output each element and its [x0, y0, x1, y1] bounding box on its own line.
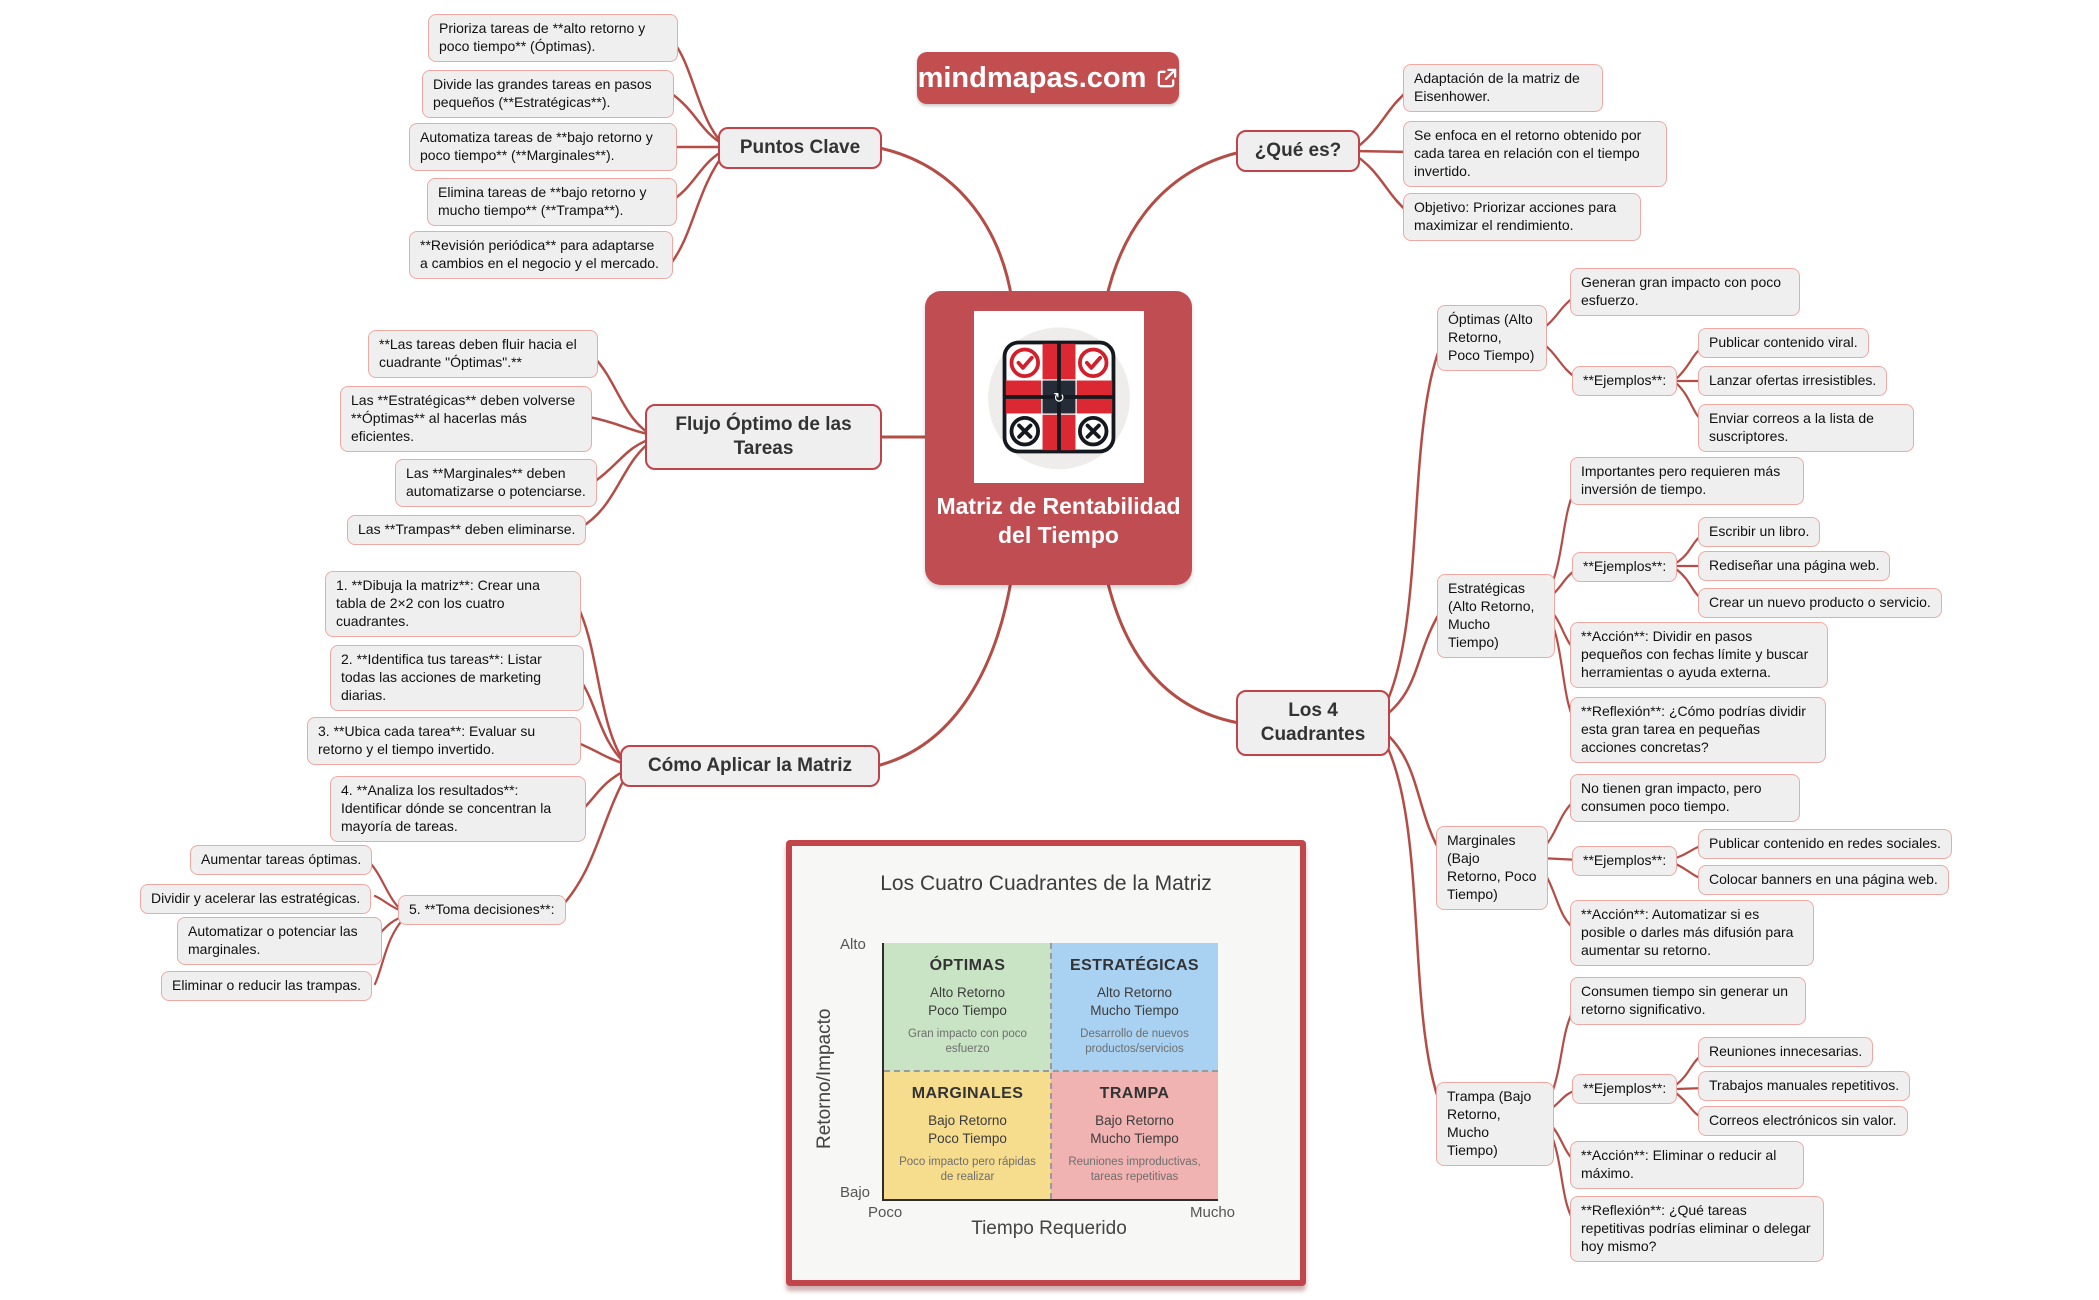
node-automatizar-potenciar[interactable]: Automatizar o potenciar las marginales. — [177, 917, 382, 965]
node-revision-periodica[interactable]: **Revisión periódica** para adaptarse a cambios en el negocio y el mercado. — [409, 231, 673, 279]
node-ej-ofertas[interactable]: Lanzar ofertas irresistibles. — [1698, 366, 1887, 396]
chart-quadrant-optimas: ÓPTIMAS Alto Retorno Poco Tiempo Gran impacto con poco esfuerzo — [884, 943, 1051, 1071]
node-flujo-optimo[interactable]: Flujo Óptimo de las Tareas — [645, 404, 882, 470]
node-ej-trabajos-manuales[interactable]: Trabajos manuales repetitivos. — [1698, 1071, 1910, 1101]
node-trampa-ejemplos[interactable]: **Ejemplos**: — [1572, 1074, 1677, 1104]
quadrant-chart — [786, 840, 1306, 1286]
node-objetivo-priorizar[interactable]: Objetivo: Priorizar acciones para maximizar el rendimiento. — [1403, 193, 1641, 241]
node-ej-correos-suscriptores[interactable]: Enviar correos a la lista de suscriptores. — [1698, 404, 1914, 452]
central-topic-node[interactable] — [925, 291, 1192, 585]
node-estrategicas-desc[interactable]: Importantes pero requieren más inversión de tiempo. — [1570, 457, 1804, 505]
node-estrategicas-ejemplos[interactable]: **Ejemplos**: — [1572, 552, 1677, 582]
node-estrategicas[interactable]: Estratégicas (Alto Retorno, Mucho Tiempo) — [1437, 574, 1555, 658]
node-como-aplicar[interactable]: Cómo Aplicar la Matriz — [620, 745, 880, 787]
node-elimina-tareas[interactable]: Elimina tareas de **bajo retorno y mucho tiempo** (**Trampa**). — [427, 178, 677, 226]
node-marginales-accion[interactable]: **Acción**: Automatizar si es posible o darles más difusión para aumentar su retorno. — [1570, 900, 1814, 966]
node-optimas-desc[interactable]: Generan gran impacto con poco esfuerzo. — [1570, 268, 1800, 316]
node-ej-contenido-viral[interactable]: Publicar contenido viral. — [1698, 328, 1869, 358]
chart-x-axis-label: Tiempo Requerido — [971, 1218, 1127, 1239]
node-ej-redisenar-web[interactable]: Rediseñar una página web. — [1698, 551, 1890, 581]
node-ej-nuevo-producto[interactable]: Crear un nuevo producto o servicio. — [1698, 588, 1942, 618]
node-marginales-automatizarse[interactable]: Las **Marginales** deben automatizarse o potenciarse. — [395, 459, 597, 507]
node-divide-tareas[interactable]: Divide las grandes tareas en pasos pequeños (**Estratégicas**). — [422, 70, 674, 118]
node-aumentar-optimas[interactable]: Aumentar tareas óptimas. — [190, 845, 372, 875]
node-dividir-acelerar[interactable]: Dividir y acelerar las estratégicas. — [140, 884, 371, 914]
central-image — [974, 311, 1144, 483]
chart-quadrant-trampa: TRAMPA Bajo Retorno Mucho Tiempo Reuniones improductivas, tareas repetitivas — [1051, 1071, 1218, 1199]
node-marginales-desc[interactable]: No tienen gran impacto, pero consumen poco tiempo. — [1570, 774, 1800, 822]
mindmapas-logo-link[interactable] — [917, 52, 1179, 104]
node-estrategicas-volverse[interactable]: Las **Estratégicas** deben volverse **Óptimas** al hacerlas más eficientes. — [340, 386, 592, 452]
node-adaptacion-eisenhower[interactable]: Adaptación de la matriz de Eisenhower. — [1403, 64, 1603, 112]
node-analiza-resultados[interactable]: 4. **Analiza los resultados**: Identificar dónde se concentran la mayoría de tareas. — [330, 776, 586, 842]
node-trampa[interactable]: Trampa (Bajo Retorno, Mucho Tiempo) — [1436, 1082, 1554, 1166]
node-puntos-clave[interactable]: Puntos Clave — [718, 127, 882, 169]
matrix-icon — [983, 321, 1135, 473]
node-estrategicas-accion[interactable]: **Acción**: Dividir en pasos pequeños con fechas límite y buscar herramientas o ayuda externa. — [1570, 622, 1828, 688]
node-identifica-tareas[interactable]: 2. **Identifica tus tareas**: Listar todas las acciones de marketing diarias. — [330, 645, 584, 711]
node-marginales[interactable]: Marginales (Bajo Retorno, Poco Tiempo) — [1436, 826, 1548, 910]
node-ej-banners[interactable]: Colocar banners en una página web. — [1698, 865, 1949, 895]
node-ej-redes-sociales[interactable]: Publicar contenido en redes sociales. — [1698, 829, 1952, 859]
node-trampa-desc[interactable]: Consumen tiempo sin generar un retorno significativo. — [1570, 977, 1806, 1025]
node-se-enfoca-retorno[interactable]: Se enfoca en el retorno obtenido por cada tarea en relación con el tiempo invertido. — [1403, 121, 1667, 187]
chart-ytick-alto: Alto — [840, 936, 866, 953]
node-toma-decisiones[interactable]: 5. **Toma decisiones**: — [398, 895, 566, 925]
node-prioriza-tareas[interactable]: Prioriza tareas de **alto retorno y poco tiempo** (Óptimas). — [428, 14, 678, 62]
chart-horizontal-divider — [884, 1070, 1218, 1072]
chart-quadrant-estrategicas: ESTRATÉGICAS Alto Retorno Mucho Tiempo Desarrollo de nuevos productos/servicios — [1051, 943, 1218, 1071]
chart-xtick-mucho: Mucho — [1190, 1204, 1236, 1221]
node-trampa-accion[interactable]: **Acción**: Eliminar o reducir al máximo. — [1570, 1141, 1804, 1189]
central-topic-title: Matriz de Rentabilidad del Tiempo — [936, 493, 1181, 548]
node-trampas-eliminarse[interactable]: Las **Trampas** deben eliminarse. — [347, 515, 586, 545]
node-eliminar-reducir[interactable]: Eliminar o reducir las trampas. — [161, 971, 372, 1001]
node-automatiza-tareas[interactable]: Automatiza tareas de **bajo retorno y poco tiempo** (**Marginales**). — [409, 123, 677, 171]
node-dibuja-matriz[interactable]: 1. **Dibuja la matriz**: Crear una tabla de 2×2 con los cuatro cuadrantes. — [325, 571, 581, 637]
chart-plot-area — [882, 943, 1218, 1201]
chart-y-axis-label: Retorno/Impacto — [814, 1008, 835, 1150]
chart-quadrant-marginales: MARGINALES Bajo Retorno Poco Tiempo Poco impacto pero rápidas de realizar — [884, 1071, 1051, 1199]
chart-xtick-poco: Poco — [868, 1204, 903, 1221]
node-tareas-fluir[interactable]: **Las tareas deben fluir hacia el cuadrante "Óptimas".** — [368, 330, 598, 378]
node-los-4-cuadrantes[interactable]: Los 4 Cuadrantes — [1236, 690, 1390, 756]
node-ubica-tarea[interactable]: 3. **Ubica cada tarea**: Evaluar su retorno y el tiempo invertido. — [307, 717, 581, 765]
logo-text: mindmapas.com — [917, 61, 1147, 94]
node-marginales-ejemplos[interactable]: **Ejemplos**: — [1572, 846, 1677, 876]
external-link-icon — [1155, 67, 1178, 90]
chart-title: Los Cuatro Cuadrantes de la Matriz — [880, 872, 1212, 895]
svg-text:↻: ↻ — [1052, 389, 1065, 406]
node-optimas[interactable]: Óptimas (Alto Retorno, Poco Tiempo) — [1437, 305, 1547, 371]
node-ej-correos-sin-valor[interactable]: Correos electrónicos sin valor. — [1698, 1106, 1908, 1136]
node-ej-reuniones[interactable]: Reuniones innecesarias. — [1698, 1037, 1873, 1067]
node-estrategicas-reflexion[interactable]: **Reflexión**: ¿Cómo podrías dividir esta gran tarea en pequeñas acciones concretas? — [1570, 697, 1826, 763]
node-trampa-reflexion[interactable]: **Reflexión**: ¿Qué tareas repetitivas podrías eliminar o delegar hoy mismo? — [1570, 1196, 1824, 1262]
node-optimas-ejemplos[interactable]: **Ejemplos**: — [1572, 366, 1677, 396]
node-que-es[interactable]: ¿Qué es? — [1236, 130, 1360, 172]
node-ej-escribir-libro[interactable]: Escribir un libro. — [1698, 517, 1820, 547]
chart-ytick-bajo: Bajo — [840, 1184, 871, 1201]
